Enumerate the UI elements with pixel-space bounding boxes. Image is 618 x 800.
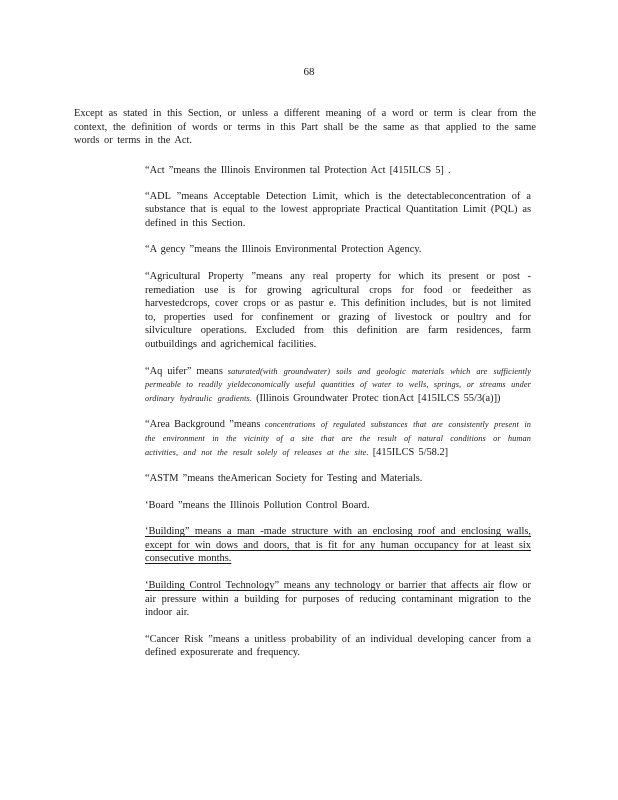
definition-cancer-risk: “Cancer Risk ”means a unitless probability of an individual developing cancer from a defined exposurerate and frequency.	[145, 633, 531, 659]
intro-paragraph: Except as stated in this Section, or unless a different meaning of a word or term is clear from the context, the definition of words or terms in this Part shall be the same as that applied to the same words or terms in the Act.	[74, 108, 536, 147]
definition-aquifer-term: “Aq uifer” means	[145, 365, 228, 377]
definition-astm: “ASTM ”means theAmerican Society for Testing and Materials.	[145, 473, 423, 485]
definitions-list	[145, 164, 531, 673]
definition-adl: “ADL ”means Acceptable Detection Limit, which is the detectableconcentration of a substance that is equal to the lowest appropriate Practical Quantitation Limit (PQL) as defined in this Section.	[145, 190, 531, 229]
definition-area-background-statute: concentrations of regulated substances that are consistently present in the environment in the vicinity of a site that are the result of natural conditions or human activities, and not the result solely of releases at the site.	[145, 420, 531, 457]
definition-area-background	[145, 418, 531, 459]
definition-area-background-citation: [415ILCS 5/58.2]	[368, 446, 449, 458]
definition-building-control-technology	[145, 579, 531, 620]
definition-aquifer-citation: (Illinois Groundwater Protec tionAct [415ILCS 55/3(a)])	[252, 392, 501, 404]
definition-board: ‘Board ”means the Illinois Pollution Control Board.	[145, 499, 370, 511]
definition-building-control-technology-term: ‘Building Control Technology” means any technology or barrier that affects air	[145, 580, 495, 592]
page-number: 68	[303, 66, 315, 78]
definition-agency: “A gency ”means the Illinois Environmental Protection Agency.	[145, 244, 422, 256]
definition-building: ‘Building” means a man -made structure with an enclosing roof and enclosing walls, except for win dows and doors, that is fit for any human occupancy for at least six consecutive months.	[145, 526, 531, 565]
definition-aquifer-statute: saturated(with groundwater) soils and geologic materials which are sufficiently permeable to readily yieldeconomically useful quantities of water to wells, springs, or streams under ordinary hydraulic gradients.	[145, 366, 531, 403]
definition-building-control-technology-rest: flow or air pressure within a building for purposes of reducing contaminant migration to the indoor air.	[145, 580, 531, 619]
definition-area-background-term: “Area Background ”means	[145, 419, 265, 431]
definition-act: “Act ”means the Illinois Environmen tal Protection Act [415ILCS 5] .	[145, 165, 451, 176]
definition-aquifer	[145, 365, 531, 406]
definition-agricultural-property: “Agricultural Property ”means any real property for which its present or post - remediation use is for growing agricultural crops for food or feedeither as harvestedcrops, cover crops or as pastur e. This definition includes, but is not limited to, properties used for confinement or grazing of livestock or poultry and for silviculture operations. Excluded from this definition are farm residences, farm outbuildings and agrichemical facilities.	[145, 270, 531, 350]
